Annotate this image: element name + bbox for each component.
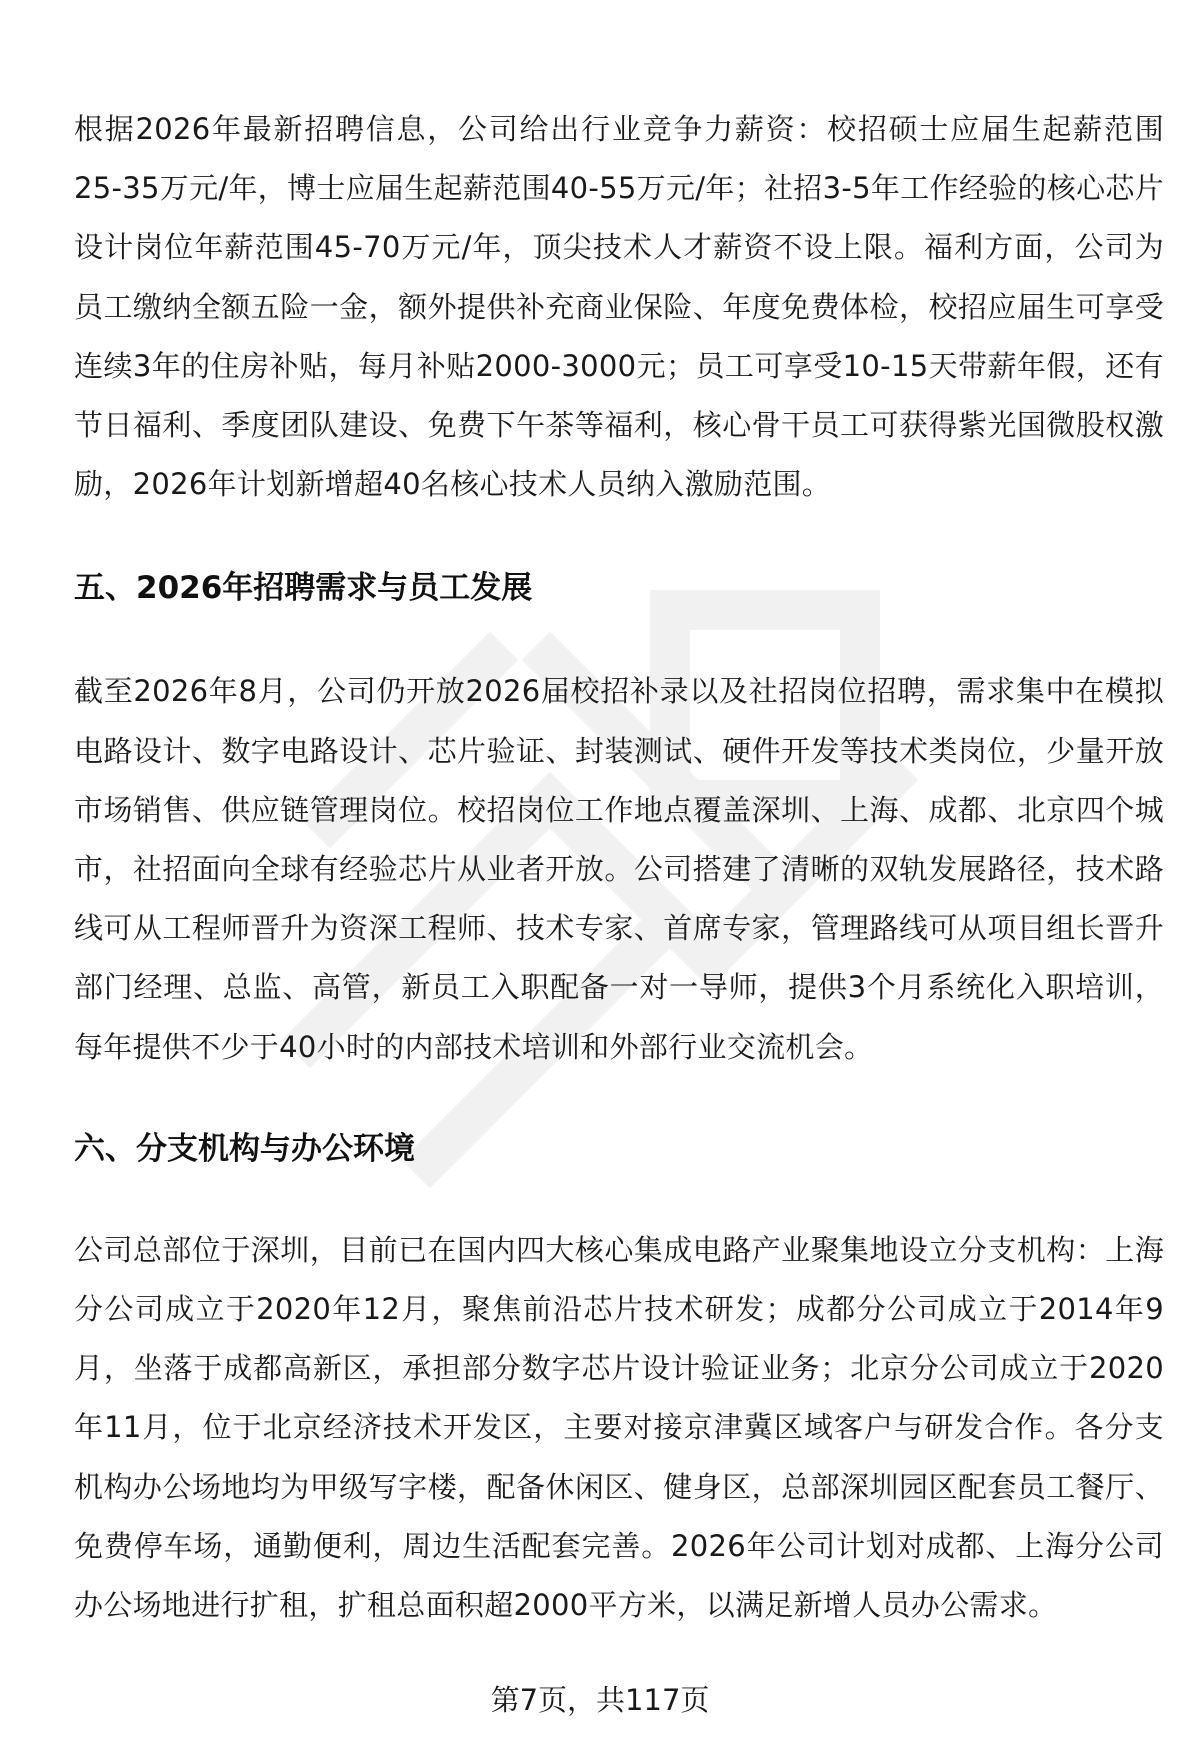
salary-benefits-paragraph: 根据2026年最新招聘信息，公司给出行业竞争力薪资：校招硕士应届生起薪范围25-35万元/年，博士应届生起薪范围40-55万元/年；社招3-5年工作经验的核心芯片设计岗位年薪范围45-70万元/年，顶尖技术人才薪资不设上限。福利方面，公司为员工缴纳全额五险一金，额外提供补充商业保险、年度免费体检，校招应届生可享受连续3年的住房补贴，每月补贴2000-3000元；员工可享受10-15天带薪年假，还有节日福利、季度团队建设、免费下午茶等福利，核心骨干员工可获得紫光国微股权激励，2026年计划新增超40名核心技术人员纳入激励范围。	[74, 112, 1164, 502]
document-body	[74, 100, 1164, 1635]
section-6-heading: 六、分支机构与办公环境	[74, 1130, 415, 1167]
page-number-footer: 第7页，共117页	[490, 1683, 710, 1717]
section-5-heading: 五、2026年招聘需求与员工发展	[74, 570, 533, 607]
recruitment-development-paragraph: 截至2026年8月，公司仍开放2026届校招补录以及社招岗位招聘，需求集中在模拟电路设计、数字电路设计、芯片验证、封装测试、硬件开发等技术类岗位，少量开放市场销售、供应链管理岗位。校招岗位工作地点覆盖深圳、上海、成都、北京四个城市，社招面向全球有经验芯片从业者开放。公司搭建了清晰的双轨发展路径，技术路线可从工程师晋升为资深工程师、技术专家、首席专家，管理路线可从项目组长晋升部门经理、总监、高管，新员工入职配备一对一导师，提供3个月系统化入职培训，每年提供不少于40小时的内部技术培训和外部行业交流机会。	[74, 674, 1164, 1064]
branches-office-paragraph: 公司总部位于深圳，目前已在国内四大核心集成电路产业聚集地设立分支机构：上海分公司成立于2020年12月，聚焦前沿芯片技术研发；成都分公司成立于2014年9月，坐落于成都高新区，承担部分数字芯片设计验证业务；北京分公司成立于2020年11月，位于北京经济技术开发区，主要对接京津冀区域客户与研发合作。各分支机构办公场地均为甲级写字楼，配备休闲区、健身区，总部深圳园区配套员工餐厅、免费停车场，通勤便利，周边生活配套完善。2026年公司计划对成都、上海分公司办公场地进行扩租，扩租总面积超2000平方米，以满足新增人员办公需求。	[74, 1232, 1164, 1623]
